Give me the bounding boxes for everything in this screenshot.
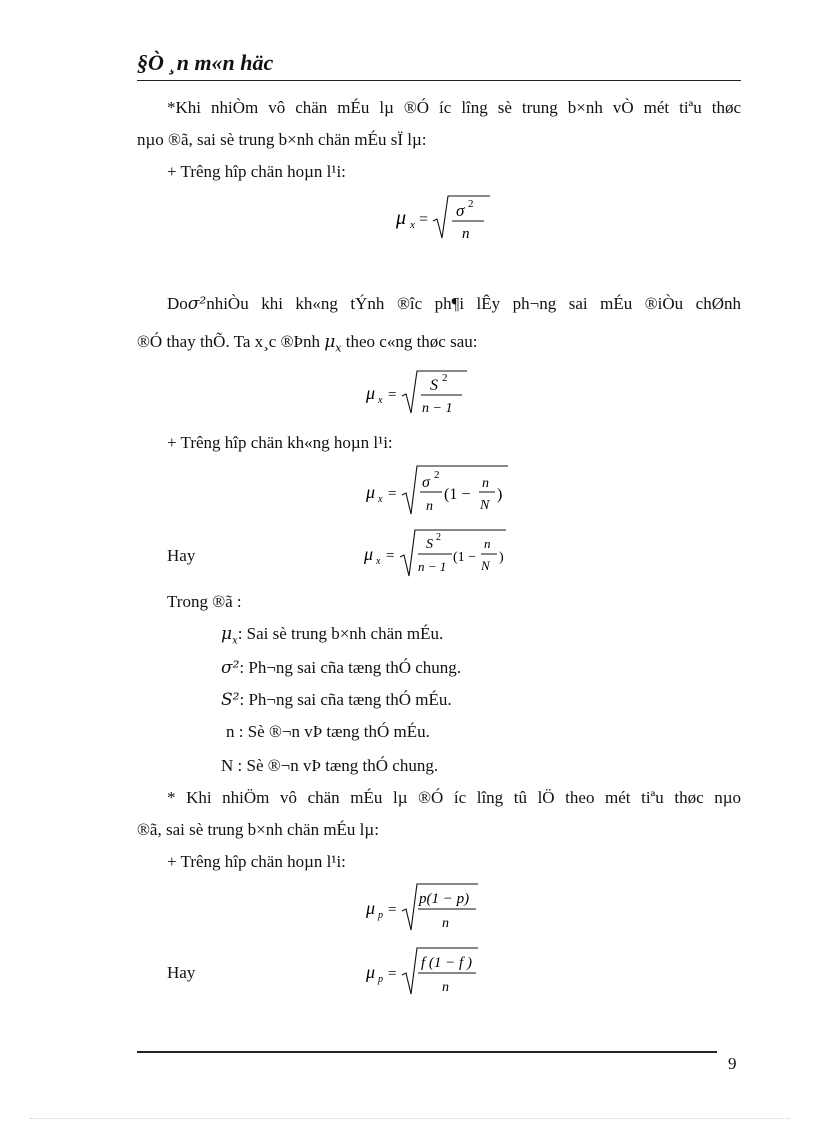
hay-label-1: Hay <box>167 546 196 565</box>
paragraph-2-line-2 <box>137 332 477 358</box>
formula-superscript: 2 <box>436 532 441 543</box>
formula-mu-x-4 <box>360 526 520 582</box>
definition-s2 <box>221 690 452 710</box>
formula-mu-p-2 <box>362 944 482 1000</box>
formula-small-num: n <box>484 536 491 551</box>
mu-symbol: μ <box>221 624 233 644</box>
formula-lhs: μ <box>366 962 376 982</box>
formula-numerator: S <box>426 537 433 552</box>
formula-mu-x-2 <box>362 365 472 421</box>
formula-paren-open: (1 − <box>453 550 477 565</box>
definition-n: n : Sè ®¬n vÞ tæng thÓ mÉu. <box>226 722 430 741</box>
paragraph-3-line-2: ®ã, sai sè trung b×nh chän mÉu lµ: <box>137 820 379 839</box>
formula-lhs: μ <box>366 898 376 918</box>
formula-subscript: p <box>378 974 383 985</box>
sigma2-symbol: σ² <box>221 658 240 678</box>
formula-numerator: σ <box>422 474 430 491</box>
s2-symbol: S² <box>221 690 240 710</box>
p2-l2-b: theo c«ng thøc sau: <box>341 332 478 351</box>
svg-text:=: = <box>388 902 397 918</box>
formula-denominator: n <box>442 916 449 931</box>
formula-subscript: x <box>378 395 383 406</box>
p2-l2-a: ®Ó thay thÕ. Ta x¸c ®Þnh <box>137 332 325 351</box>
case-repeat-heading-2: + Trêng hîp chän hoµn l¹i: <box>167 852 346 871</box>
formula-lhs: μ <box>366 383 376 403</box>
svg-text:=: = <box>419 211 429 228</box>
formula-paren-close: ) <box>497 486 503 503</box>
formula-lhs: μ <box>396 207 407 229</box>
trong-do-label: Trong ®ã : <box>167 592 242 611</box>
formula-subscript: p <box>378 910 383 921</box>
paragraph-1-line-1: *Khi nhiÒm vô chän mÉu lµ ®Ó íc lîng sè trung b×nh vÒ mét tiªu thøc <box>167 98 741 117</box>
formula-numerator: p(1 − p) <box>419 891 470 907</box>
definition-text: : Ph¬ng sai cña tæng thÓ chung. <box>239 658 462 677</box>
formula-numerator: f (1 − f ) <box>421 955 472 971</box>
formula-small-den: N <box>480 498 490 513</box>
svg-text:=: = <box>388 486 397 502</box>
p2-pre: Do <box>167 294 188 313</box>
sigma2-symbol: σ² <box>187 294 207 314</box>
definition-mu-x <box>221 624 443 651</box>
formula-denominator: n <box>462 226 470 242</box>
case-repeat-heading-1: + Trêng hîp chän hoµn l¹i: <box>167 162 346 181</box>
formula-paren-open: (1 − <box>444 486 471 503</box>
formula-subscript: x <box>376 556 381 567</box>
formula-denominator: n <box>426 499 433 514</box>
formula-small-num: n <box>482 476 489 491</box>
paragraph-1-line-2: nµo ®ã, sai sè trung b×nh chän mÉu sÏ lµ: <box>137 130 427 149</box>
paragraph-3-line-1: * Khi nhiÖm vô chän mÉu lµ ®Ó íc lîng tû lÖ theo mét tiªu thøc nµo <box>167 788 741 807</box>
hay-label-2: Hay <box>167 963 196 982</box>
mu-symbol: μ <box>324 332 336 352</box>
formula-superscript: 2 <box>468 198 474 210</box>
definition-text: : Sai sè trung b×nh chän mÉu. <box>237 624 444 643</box>
formula-mu-p-1 <box>362 880 482 936</box>
case-norepeat-heading: + Trêng hîp chän kh«ng hoµn l¹i: <box>167 433 393 452</box>
svg-text:=: = <box>388 966 397 982</box>
formula-superscript: 2 <box>442 372 448 384</box>
header-rule <box>137 80 741 81</box>
formula-small-den: N <box>481 558 490 573</box>
paragraph-2-line-1 <box>167 294 741 314</box>
page-header-title: §Ò ¸n m«n häc <box>137 50 274 75</box>
x-subscript: x <box>335 341 342 355</box>
svg-text:=: = <box>388 387 397 403</box>
formula-subscript: x <box>410 219 415 231</box>
formula-lhs: μ <box>364 544 374 564</box>
formula-numerator: S <box>430 377 438 394</box>
formula-denominator: n − 1 <box>418 559 447 574</box>
formula-lhs: μ <box>366 482 376 502</box>
svg-text:=: = <box>386 548 395 564</box>
page-edge-dotted-line <box>30 1118 790 1119</box>
definition-text: : Ph¬ng sai cña tæng thÓ mÉu. <box>239 690 452 709</box>
definition-N: N : Sè ®¬n vÞ tæng thÓ chung. <box>221 756 439 775</box>
x-subscript: x <box>232 635 238 647</box>
formula-mu-x-3 <box>362 462 512 520</box>
formula-denominator: n <box>442 980 449 995</box>
formula-numerator: σ <box>456 201 465 220</box>
p2-l1-text: nhiÒu khi kh«ng tÝnh ®îc ph¶i lÊy ph¬ng sai mÉu ®iÒu chØnh <box>206 294 741 313</box>
formula-subscript: x <box>378 494 383 505</box>
formula-superscript: 2 <box>434 469 440 481</box>
formula-mu-x-1 <box>392 190 492 246</box>
formula-denominator: n − 1 <box>422 401 453 416</box>
formula-paren-close: ) <box>499 550 504 565</box>
footer-rule <box>137 1051 717 1053</box>
page-number: 9 <box>728 1054 737 1073</box>
definition-sigma2 <box>221 658 461 678</box>
